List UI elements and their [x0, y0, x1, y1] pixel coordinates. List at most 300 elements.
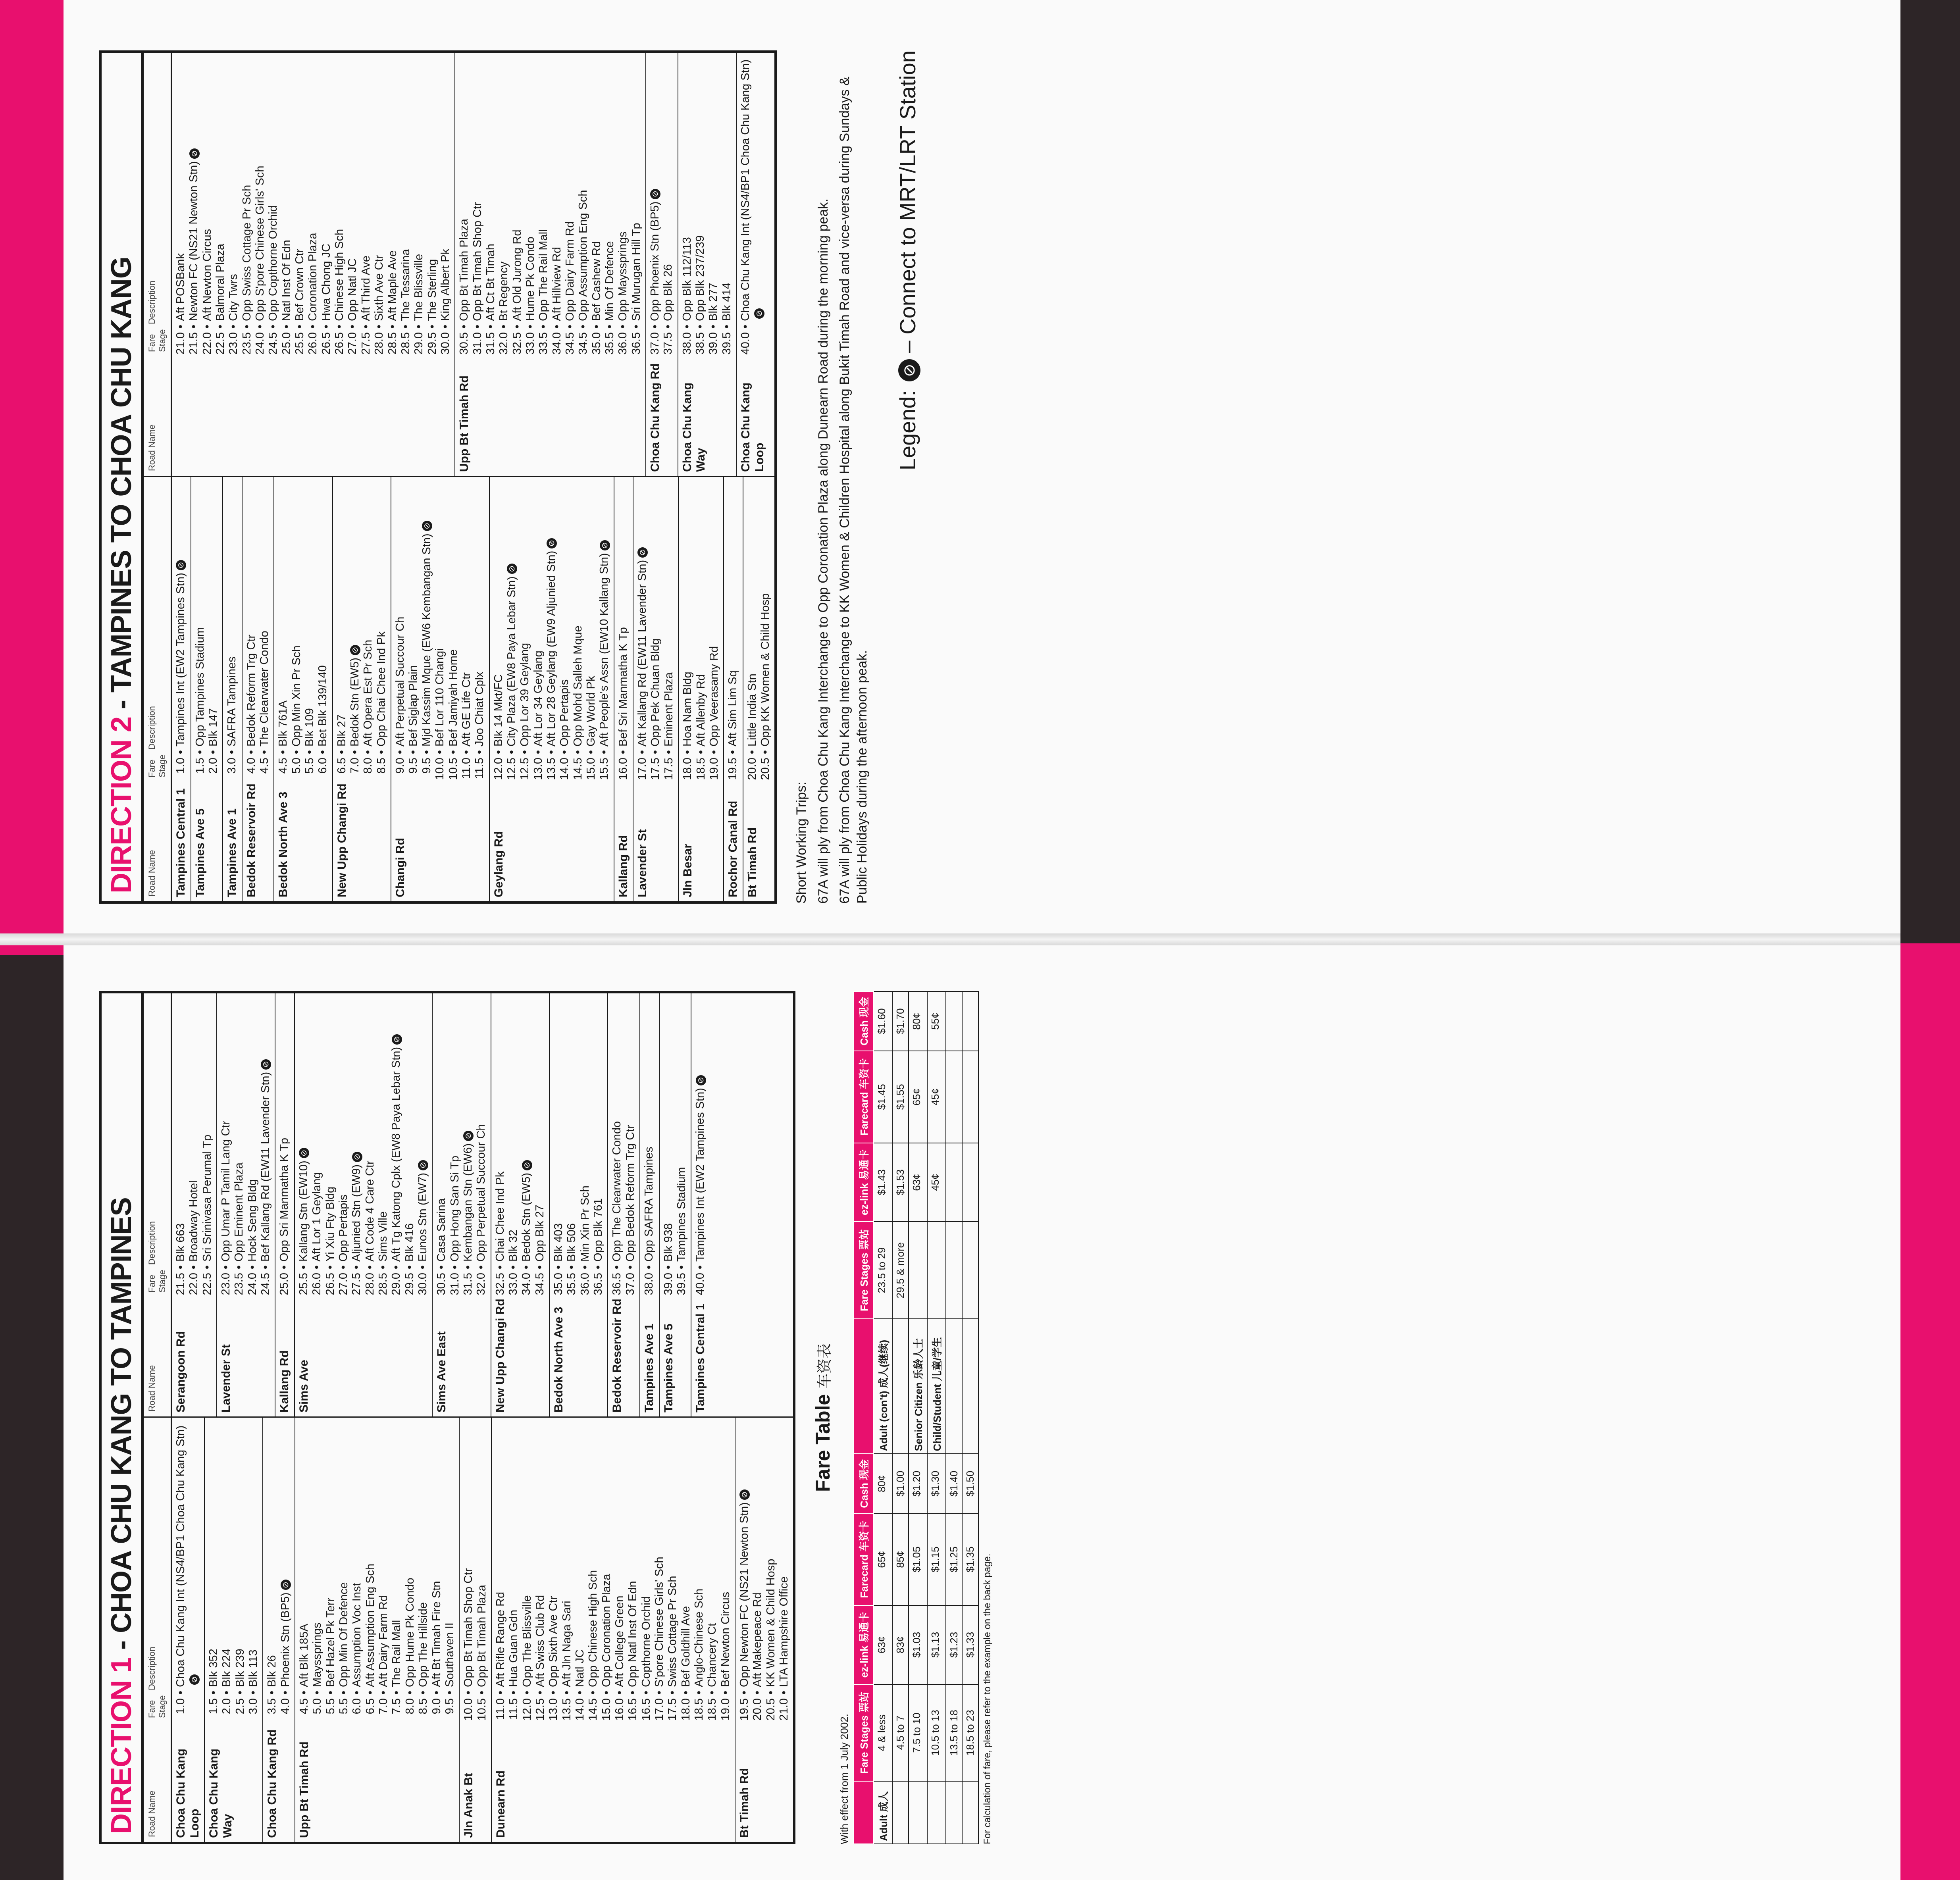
stop-description: [227, 57, 240, 321]
stop-text: Blk 277: [707, 283, 720, 321]
mrt-station-icon: ⊘: [281, 1580, 291, 1590]
fare-stage: 32.5: [510, 332, 524, 355]
stop-text: Opp Blk 112/113: [680, 237, 693, 321]
road-name: Choa Chu Kang Loop: [739, 383, 766, 472]
stop-text: Opp Blk 237/239: [694, 235, 707, 321]
road-name: Kallang Rd: [616, 835, 630, 897]
bus-stop: [759, 481, 772, 782]
bus-stop: [293, 57, 306, 357]
fare-cell: [909, 1222, 927, 1319]
stop-description: [306, 57, 320, 321]
fare-cell: 80¢: [909, 991, 927, 1051]
direction-2-left-column: [172, 477, 774, 901]
stop-description: [720, 57, 734, 321]
bus-stop: [399, 57, 412, 357]
bus-stop: [662, 481, 676, 782]
fare-cell: [962, 991, 978, 1051]
bullet-icon: •: [662, 324, 675, 329]
fare-row: [892, 991, 909, 1844]
stop-text: Hua Guan Gdn: [507, 1609, 520, 1687]
stop-text: Opp Blk 761: [592, 1198, 605, 1262]
bus-stop: [681, 481, 694, 782]
fare-stage: 2.0: [206, 758, 219, 774]
fare-stage: 37.0: [624, 1273, 637, 1295]
road-group: [679, 477, 724, 901]
fare-stage: 20.0: [751, 1698, 764, 1721]
bus-stop: [407, 481, 420, 782]
fare-category: Senior Citizen 乐龄人士: [909, 1319, 927, 1454]
road-name: Tampines Central 1: [174, 788, 187, 897]
bullet-icon: •: [649, 750, 662, 754]
bus-stop: [560, 1422, 574, 1723]
stop-text: Opp Bt Timah Plaza: [458, 219, 471, 321]
bus-stop: [640, 1422, 653, 1723]
bullet-icon: •: [290, 750, 303, 754]
stop-description: [719, 1422, 732, 1687]
stop-text: Southaven II: [443, 1622, 456, 1687]
mrt-station-icon: ⊘: [422, 521, 432, 531]
fare-cell: $1.20: [909, 1454, 927, 1513]
bus-stop: [693, 1422, 706, 1723]
bullet-icon: •: [386, 324, 399, 329]
bullet-icon: •: [346, 324, 359, 329]
stop-description: [377, 997, 390, 1262]
stop-text: Blk 109: [303, 708, 316, 747]
road-group: [491, 993, 550, 1416]
fare-stage: 18.5: [693, 1698, 706, 1721]
bus-stop: [507, 997, 520, 1297]
road-group: [492, 1418, 735, 1842]
stop-description: [267, 57, 280, 321]
road-group: [678, 53, 737, 476]
fare-stage: 34.5: [577, 332, 590, 355]
fare-cell: 65¢: [909, 1051, 927, 1143]
fare-stage: 2.5: [233, 1698, 246, 1715]
bullet-icon: •: [200, 324, 214, 329]
bullet-icon: •: [616, 750, 630, 754]
fare-row: [927, 991, 946, 1844]
fare-cell: 10.5 to 13: [927, 1684, 946, 1782]
road-name: Bt Timah Rd: [745, 827, 759, 897]
bus-stop: [653, 1422, 666, 1723]
stop-text: Aft Lor 1 Geylang: [310, 1172, 323, 1262]
stop-description: [532, 481, 545, 747]
road-name: New Upp Changi Rd: [335, 783, 348, 897]
bus-stop: [460, 481, 473, 782]
mrt-station-icon: ⊘: [898, 359, 920, 381]
fare-stage: 12.5: [505, 758, 518, 780]
stop-description: [403, 997, 416, 1262]
stop-description: [590, 57, 603, 321]
road-group: [172, 477, 191, 901]
bus-stop: [626, 1422, 639, 1723]
road-name: Bedok North Ave 3: [277, 791, 290, 897]
bullet-icon: •: [636, 750, 649, 754]
fare-cell: 63¢: [874, 1605, 892, 1684]
stop-description: [534, 1422, 547, 1687]
road-group: [295, 993, 433, 1416]
stop-text: The Tessarina: [399, 249, 412, 321]
fare-note: For calculation of fare, please refer to the example on the back page.: [982, 1553, 993, 1844]
stop-text: Choa Chu Kang Int (NS4/BP1 Choa Chu Kang Stn): [739, 59, 752, 321]
mrt-station-icon: ⊘: [189, 1674, 200, 1685]
bus-stop: [565, 997, 578, 1297]
direction-1-right-column: [172, 993, 793, 1418]
stop-description: [484, 57, 497, 321]
fare-stage: 30.5: [435, 1273, 448, 1295]
stop-description: [404, 1422, 417, 1687]
bullet-icon: •: [600, 1690, 613, 1695]
bullet-icon: •: [311, 1690, 324, 1695]
fare-stage: 38.0: [643, 1273, 656, 1295]
bullet-icon: •: [653, 1690, 666, 1695]
fare-stage: 23.5: [240, 332, 253, 355]
bus-stop: [201, 57, 214, 357]
bullet-icon: •: [193, 750, 206, 754]
stop-text: Aft Blk 185A: [298, 1624, 311, 1687]
stop-text: Aft Tg Katong Cplx (EW8 Paya Lebar Stn): [390, 1047, 403, 1262]
stop-description: [298, 1422, 311, 1687]
stop-description: [681, 481, 694, 747]
fare-stage: 10.0: [433, 758, 447, 780]
fare-stage: 25.0: [278, 1273, 291, 1295]
bus-stop: [174, 57, 187, 357]
fare-category: [909, 1781, 927, 1844]
road-name: Dunearn Rd: [494, 1770, 507, 1838]
stop-text: Aft College Green: [613, 1595, 626, 1687]
stop-description: [507, 997, 520, 1262]
stop-text: Kembangan Stn (EW6): [462, 1143, 475, 1262]
stop-text: Aft Rifle Range Rd: [494, 1591, 507, 1687]
bullet-icon: •: [433, 750, 447, 754]
stop-text: Gay World Pk: [584, 675, 597, 747]
stop-description: [293, 57, 306, 321]
fare-stage: 13.5: [545, 758, 558, 780]
road-name: Kallang Rd: [278, 1350, 291, 1412]
fare-stage: 30.0: [416, 1273, 429, 1295]
bullet-icon: •: [206, 750, 219, 754]
bus-stop: [220, 1422, 233, 1723]
road-name: Tampines Ave 5: [193, 808, 207, 897]
road-name: Jln Besar: [681, 843, 695, 897]
bullet-icon: •: [225, 750, 239, 754]
stop-text: Opp Swiss Cottage Pr Sch: [240, 185, 253, 321]
stop-text: Bt Regency: [497, 262, 510, 321]
stop-description: [624, 997, 637, 1262]
fare-stage: 11.5: [473, 758, 486, 779]
fare-col-category: [853, 1319, 874, 1454]
mrt-station-icon: ⊘: [418, 1160, 428, 1170]
stop-text: Opp Pertapis: [558, 679, 571, 747]
mrt-station-icon: ⊘: [350, 645, 360, 655]
bullet-icon: •: [277, 750, 290, 754]
stop-description: [551, 57, 564, 321]
stop-text: Opp Chai Chee Ind Pk: [375, 631, 388, 747]
stop-text: Blk 416: [403, 1223, 416, 1262]
bullet-icon: •: [403, 1265, 416, 1270]
stop-text: Aft POSBank: [174, 253, 187, 321]
stop-text: Yi Xiu Fty Bldg: [323, 1186, 337, 1262]
stop-text: LTA Hampshire Office: [778, 1576, 791, 1687]
stop-text: Aft Kallang Rd (EW11 Lavender Stn): [636, 560, 649, 747]
bullet-icon: •: [297, 1265, 310, 1270]
stop-description: [187, 57, 200, 321]
stop-description: [194, 481, 207, 747]
bullet-icon: •: [376, 1265, 389, 1270]
bus-stop: [624, 997, 637, 1297]
stop-text: Hock Seng Bldg: [246, 1179, 259, 1262]
stop-description: [518, 481, 531, 747]
bullet-icon: •: [298, 1690, 311, 1695]
fare-stage: 21.0: [778, 1698, 791, 1721]
road-group: [333, 477, 391, 901]
stop-text: Hoa Nam Bldg: [681, 672, 694, 747]
fare-stage: 9.5: [443, 1698, 456, 1715]
fare-category: Child/Student 儿童/学生: [927, 1319, 946, 1454]
road-group: [172, 53, 455, 476]
bus-stop: [316, 481, 329, 782]
road-name: Bt Timah Rd: [738, 1768, 751, 1838]
stop-text: Opp Lor 39 Geylang: [518, 643, 531, 747]
fare-stage: 14.5: [571, 758, 584, 780]
bullet-icon: •: [174, 324, 187, 329]
stop-description: [587, 1422, 600, 1687]
bullet-icon: •: [587, 1690, 600, 1695]
bus-stop: [630, 57, 643, 357]
bus-stop: [258, 481, 271, 782]
stop-description: [219, 997, 233, 1262]
road-group: [640, 993, 660, 1416]
fare-stage: 40.0: [694, 1273, 707, 1295]
bullet-icon: •: [293, 324, 306, 329]
bus-stop: [324, 1422, 337, 1723]
bus-stop: [306, 57, 320, 357]
fare-cell: [962, 1222, 978, 1319]
stop-description: [362, 481, 375, 747]
bullet-icon: •: [624, 1265, 637, 1270]
road-group: [614, 477, 634, 901]
road-name: Choa Chu Kang Loop: [174, 1749, 201, 1838]
stop-text: Bef Cashew Rd: [590, 241, 603, 321]
stop-description: [706, 1422, 719, 1687]
bus-stop: [579, 997, 592, 1297]
bus-stop: [241, 57, 254, 357]
bus-stop: [219, 997, 233, 1297]
stop-description: [420, 481, 433, 747]
fare-stage: 24.0: [254, 332, 267, 355]
road-group: [223, 477, 243, 901]
stop-text: Opp S'pore Chinese Girls' Sch: [254, 165, 267, 321]
fare-stage: 11.5: [507, 1698, 520, 1720]
stop-text: Aft Lor 34 Geylang: [531, 650, 545, 747]
fare-stage: 24.0: [246, 1273, 259, 1295]
fare-stage: 11.0: [494, 1698, 507, 1720]
bus-stop: [233, 997, 246, 1297]
stop-text: Opp Chinese High Sch: [587, 1570, 600, 1687]
stop-text: Copthorne Orchid: [639, 1596, 653, 1687]
fare-cell: 45¢: [927, 1051, 946, 1143]
bus-stop: [613, 1422, 626, 1723]
stop-description: [738, 1422, 751, 1687]
road-group: [172, 1418, 205, 1842]
fare-stage: 36.5: [610, 1273, 624, 1295]
bus-stop: [507, 1422, 520, 1723]
fare-stage: 10.0: [462, 1698, 475, 1721]
stop-text: Blk 224: [220, 1649, 233, 1687]
bullet-icon: •: [174, 1690, 187, 1695]
stop-description: [443, 1422, 456, 1687]
road-name: Rochor Canal Rd: [726, 800, 740, 897]
fare-col-header: Farecard 车资卡: [853, 1513, 874, 1605]
fare-stage: 13.5: [560, 1698, 573, 1721]
bullet-icon: •: [306, 324, 320, 329]
fare-stage: 39.0: [707, 332, 720, 355]
bullet-icon: •: [560, 1690, 573, 1695]
stop-text: Blk 14 Mkt/FC: [492, 674, 505, 747]
stop-text: Mjd Kassim Mque (EW6 Kembangan Stn): [420, 533, 433, 747]
fare-stage: 26.0: [306, 332, 320, 355]
fare-stage: 26.5: [323, 1273, 337, 1295]
bus-stop: [558, 481, 571, 782]
stop-text: Opp KK Women & Child Hosp: [759, 593, 772, 747]
fare-cell: [927, 1222, 946, 1319]
bus-stop: [390, 1422, 403, 1723]
bus-stop: [320, 57, 333, 357]
stop-text: Aft Jln Naga Sari: [560, 1601, 573, 1687]
road-name: Upp Bt Timah Rd: [298, 1741, 311, 1838]
short-working-trips: Short Working Trips: 67A will ply from Choa Chu Kang Interchange to Opp Coronation Plaza along Dunearn Road during the morning peak. 67A will ply from Choa Chu Kang Interchange to KK Women & Children Hospital along Bukit Timah Road and vice-versa during Sundays & Public Holidays during the afternoon peak.: [793, 50, 871, 904]
stop-text: Tampines Stadium: [675, 1167, 688, 1262]
stop-text: Aft Bt Timah Fire Stn: [430, 1581, 443, 1687]
fare-stage: 14.5: [587, 1698, 600, 1721]
stop-text: Opp The Clearwater Condo: [610, 1121, 624, 1262]
bus-stop: [680, 1422, 693, 1723]
direction-2-table: [141, 50, 777, 904]
bullet-icon: •: [547, 1690, 560, 1695]
stop-description: [233, 997, 246, 1262]
bullet-icon: •: [739, 324, 752, 329]
bullet-icon: •: [364, 1690, 377, 1695]
stop-text: Opp Min Xin Pr Sch: [290, 645, 303, 747]
bus-stop: [433, 481, 447, 782]
bus-stop: [443, 1422, 456, 1723]
fare-stage: 6.5: [364, 1698, 377, 1715]
stop-description: [254, 57, 267, 321]
bus-stop: [225, 481, 239, 782]
fare-cell: 63¢: [909, 1143, 927, 1222]
stop-description: [564, 57, 577, 321]
stop-text: Aft Allenby Rd: [694, 674, 707, 747]
stop-text: The Blissville: [412, 254, 426, 321]
bus-stop: [174, 1422, 201, 1723]
bus-stop: [726, 481, 739, 782]
bus-stop: [277, 481, 290, 782]
bus-stop: [492, 481, 505, 782]
bullet-icon: •: [447, 750, 460, 754]
bullet-icon: •: [220, 1690, 233, 1695]
stop-description: [695, 481, 708, 747]
road-name: Changi Rd: [394, 838, 407, 897]
fare-stage: 27.5: [359, 332, 372, 355]
bus-stop: [564, 57, 577, 357]
fare-stage: 22.0: [200, 332, 214, 355]
bullet-icon: •: [337, 1690, 350, 1695]
bullet-icon: •: [247, 1690, 260, 1695]
mrt-station-icon: ⊘: [739, 1489, 750, 1500]
fare-stage: 17.0: [636, 758, 649, 780]
stop-description: [290, 481, 303, 747]
direction-2-right-column: [172, 53, 774, 477]
stop-description: [350, 1422, 364, 1687]
stop-text: Bef Lor 110 Changi: [433, 648, 447, 747]
stop-description: [537, 57, 550, 321]
fare-stage: 37.5: [662, 332, 675, 355]
bullet-icon: •: [174, 750, 187, 754]
stop-description: [565, 997, 578, 1262]
bus-stop: [494, 997, 507, 1297]
stop-text: Aft Makepeace Rd: [751, 1592, 764, 1687]
bus-stop: [416, 997, 429, 1297]
fare-stage: 39.0: [662, 1273, 675, 1295]
bullet-icon: •: [707, 750, 720, 754]
road-group: [295, 1418, 460, 1842]
bullet-icon: •: [207, 1690, 220, 1695]
bus-stop: [521, 1422, 534, 1723]
bullet-icon: •: [497, 324, 510, 329]
fare-stage: 8.5: [375, 758, 388, 774]
stop-description: [447, 481, 460, 747]
bus-stop: [610, 997, 624, 1297]
bullet-icon: •: [399, 324, 412, 329]
stop-description: [497, 57, 510, 321]
stop-text: Blk 147: [206, 708, 219, 747]
stop-description: [324, 997, 337, 1262]
bus-stop: [643, 997, 656, 1297]
bus-stop: [738, 1422, 751, 1723]
fare-stage: 6.0: [350, 1698, 364, 1715]
bullet-icon: •: [348, 750, 362, 754]
stop-text: Opp Bt Timah Shop Ctr: [462, 1568, 475, 1687]
fare-cell: [962, 1051, 978, 1143]
bus-stop: [266, 1422, 279, 1723]
stop-description: [507, 1422, 520, 1687]
stop-text: Opp Sixth Ave Ctr: [547, 1596, 560, 1687]
bullet-icon: •: [458, 324, 471, 329]
fare-stage: 7.0: [348, 758, 362, 774]
stop-description: [449, 997, 462, 1262]
fare-stage: 32.0: [475, 1273, 488, 1295]
bus-stop: [694, 997, 707, 1297]
fare-stage: 32.0: [497, 332, 510, 355]
stop-description: [417, 1422, 430, 1687]
bus-stop: [617, 481, 630, 782]
stop-text: Blk 414: [720, 283, 733, 321]
stop-description: [473, 481, 486, 747]
bullet-icon: •: [584, 750, 597, 754]
fare-cell: $1.45: [874, 1051, 892, 1143]
bullet-icon: •: [507, 1265, 520, 1270]
stop-description: [603, 57, 616, 321]
fare-stage: 5.5: [303, 758, 316, 774]
stop-text: Coronation Plaza: [306, 233, 320, 321]
fare-row: [874, 991, 892, 1844]
stop-text: Chancery Ct: [706, 1623, 719, 1687]
stop-text: Blk 403: [552, 1223, 565, 1262]
bullet-icon: •: [510, 324, 524, 329]
bullet-icon: •: [626, 1690, 639, 1695]
stop-text: Opp Coronation Plaza: [600, 1574, 613, 1687]
fare-stage: 9.5: [420, 758, 433, 774]
